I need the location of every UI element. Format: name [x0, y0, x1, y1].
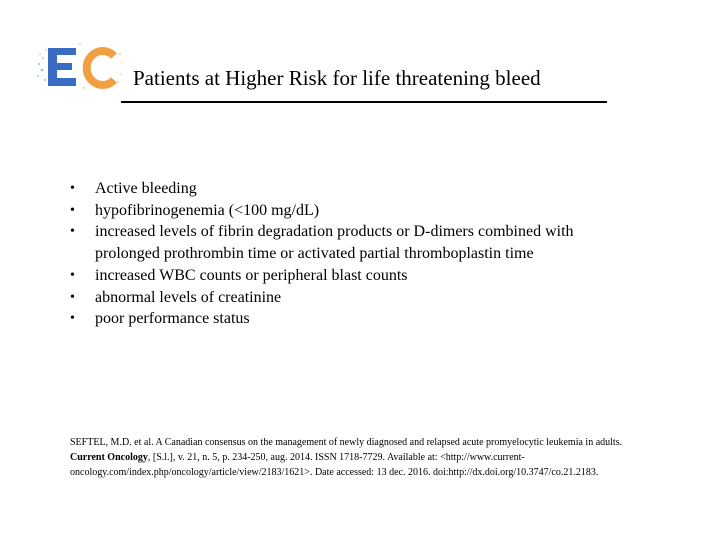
- bullet-list: [70, 178, 630, 330]
- reference-citation: [70, 435, 630, 480]
- bullet-text: abnormal levels of creatinine: [95, 288, 282, 306]
- title-underline: [121, 101, 607, 103]
- reference-details: , [S.l.], v. 21, n. 5, p. 234-250, aug. 2014. ISSN 1718-7729. Available at: <http://www.current-oncology.com/index.php/oncology/article/view/2183/1621>. Date accessed: 13 dec. 2016. doi:http://dx.doi.org/10.3747/co.21.2183.: [70, 452, 599, 478]
- reference-journal: Current Oncology: [70, 452, 148, 463]
- bullet-text: increased WBC counts or peripheral blast counts: [95, 266, 408, 284]
- bullet-marker: •: [70, 202, 75, 218]
- ec-logo: [36, 40, 124, 92]
- bullet-marker: •: [70, 289, 75, 305]
- bullet-marker: •: [70, 267, 75, 283]
- bullet-text: increased levels of fibrin degradation products or D-dimers combined with prolonged prothrombin time or activated partial thromboplastin time: [95, 223, 574, 263]
- bullet-item: [70, 265, 630, 287]
- bullet-marker: •: [70, 311, 75, 327]
- logo-letter-e: [48, 48, 76, 86]
- bullet-item: [70, 308, 630, 330]
- reference-authors-title: SEFTEL, M.D. et al. A Canadian consensus on the management of newly diagnosed and relapsed acute promyelocytic leukemia in adults.: [70, 437, 623, 448]
- bullet-item: [70, 178, 630, 200]
- bullet-text: poor performance status: [95, 310, 250, 328]
- bullet-marker: •: [70, 224, 75, 240]
- slide-title: Patients at Higher Risk for life threatening bleed: [133, 66, 541, 90]
- bullet-item: [70, 287, 630, 309]
- bullet-marker: •: [70, 181, 75, 196]
- bullet-text: Active bleeding: [95, 180, 197, 197]
- logo-letter-c: [87, 51, 114, 85]
- bullet-item: [70, 200, 630, 222]
- bullet-item: [70, 221, 630, 264]
- bullet-text: hypofibrinogenemia (<100 mg/dL): [95, 201, 320, 219]
